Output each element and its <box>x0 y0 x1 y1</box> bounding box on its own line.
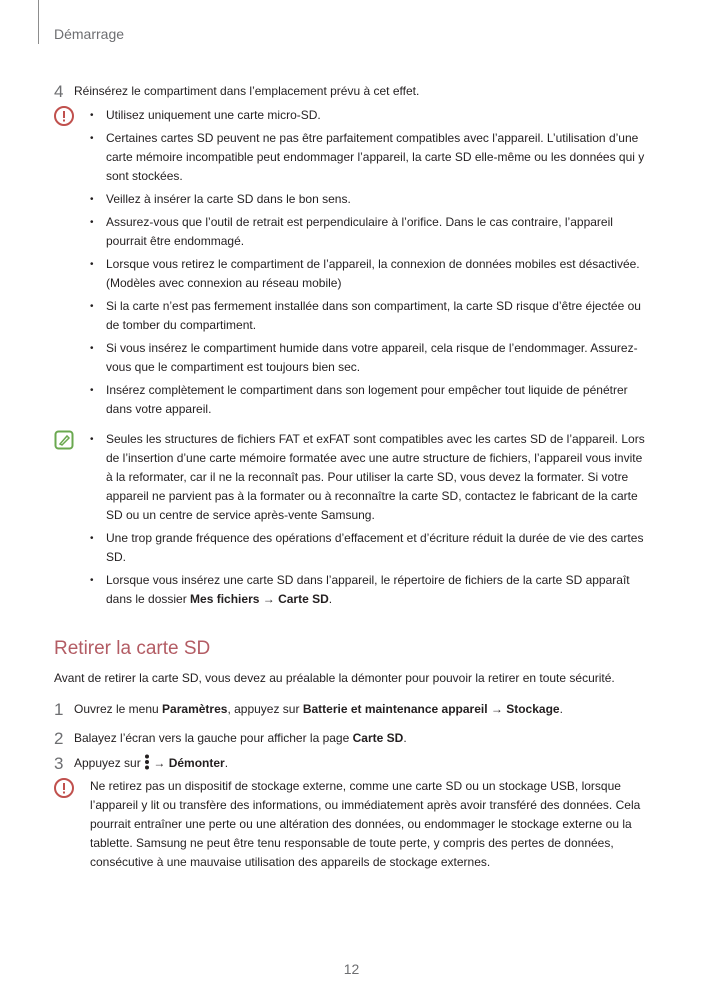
warning-icon <box>54 778 74 798</box>
list-item: • Certaines cartes SD peuvent ne pas être parfaitement compatibles avec l’appareil. L’utilisation d’une carte mémoire incompatible peut endommager l’appareil, la carte SD elle-même ou les données qui y sont stockées. <box>90 129 650 186</box>
step-3: 3 Appuyez sur → Démonter. <box>54 754 229 773</box>
step-number: 2 <box>54 729 64 748</box>
warning-text: Ne retirez pas un dispositif de stockage externe, comme une carte SD ou un stockage USB, lorsque l’appareil y lit ou transfère des informations, ou immédiatement après avoir transféré des données. Cela pourrait entraîner une perte ou une altération des données, ou endommager le stockage externe ou la tablette. Samsung ne peut être tenu responsable de toute perte, y compris des pertes de données, consécutive à une mauvaise utilisation des appareils de stockage externes. <box>90 779 641 869</box>
step-1: 1 Ouvrez le menu Paramètres, appuyez sur Batterie et maintenance appareil → Stockage. <box>54 700 563 719</box>
section-intro: Avant de retirer la carte SD, vous devez au préalable la démonter pour pouvoir la retirer en toute sécurité. <box>54 671 615 685</box>
menu-battery-maintenance: Batterie et maintenance appareil <box>302 702 488 716</box>
step-4 <box>54 82 419 102</box>
list-item: • Insérez complètement le compartiment dans son logement pour empêcher tout liquide de pénétrer dans votre appareil. <box>90 381 650 419</box>
menu-storage: Stockage <box>506 702 560 716</box>
list-item: • Seules les structures de fichiers FAT et exFAT sont compatibles avec les cartes SD de l’appareil. Lors de l’insertion d’une carte mémoire formatée avec une autre structure de fichiers, l’appareil vous invite à la reformater, car il ne la reconnaît pas. Pour utiliser la carte SD, vous devez la formater. Si votre appareil ne parvient pas à la formater ou à reconnaître la carte SD, contactez le fabricant de la carte SD ou un centre de service après-vente Samsung. <box>90 430 650 525</box>
folder-sd-card: Carte SD <box>278 592 329 606</box>
step-2: 2 Balayez l’écran vers la gauche pour afficher la page Carte SD. <box>54 729 407 748</box>
list-item: • Une trop grande fréquence des opérations d’effacement et d’écriture réduit la durée de vie des cartes SD. <box>90 529 650 567</box>
list-item: • Si vous insérez le compartiment humide dans votre appareil, cela risque de l’endommager. Assurez-vous que le compartiment est toujours bien sec. <box>90 339 650 377</box>
page-sd-card: Carte SD <box>352 731 404 745</box>
list-item: • Assurez-vous que l’outil de retrait est perpendiculaire à l’orifice. Dans le cas contraire, l’appareil pourrait être endommagé. <box>90 213 650 251</box>
step-number: 3 <box>54 754 64 773</box>
list-item: • Utilisez uniquement une carte micro-SD. <box>90 106 650 125</box>
list-item: • Lorsque vous insérez une carte SD dans l’appareil, le répertoire de fichiers de la carte SD apparaît dans le dossier Mes fichiers → Carte SD. <box>90 571 650 609</box>
page-number: 12 <box>343 961 360 977</box>
section-title: Retirer la carte SD <box>54 638 211 659</box>
action-unmount: Démonter <box>168 756 225 770</box>
folder-my-files: Mes fichiers <box>190 592 260 606</box>
note-pencil-icon <box>54 430 74 450</box>
warning-icon <box>54 106 74 126</box>
list-item: • Lorsque vous retirez le compartiment de l’appareil, la connexion de données mobiles est désactivée. (Modèles avec connexion au réseau mobile) <box>90 255 650 293</box>
note-list <box>90 430 650 613</box>
list-item: • Veillez à insérer la carte SD dans le bon sens. <box>90 190 650 209</box>
menu-settings: Paramètres <box>162 702 228 716</box>
list-item: • Si la carte n’est pas fermement installée dans son compartiment, la carte SD risque d’être éjectée ou de tomber du compartiment. <box>90 297 650 335</box>
step-text: Réinsérez le compartiment dans l’emplacement prévu à cet effet. <box>74 84 420 98</box>
warning-list <box>90 106 650 423</box>
header-title: Démarrage <box>54 26 125 42</box>
step-number: 1 <box>54 700 64 719</box>
header-rule <box>38 0 39 44</box>
step-number: 4 <box>54 82 64 101</box>
